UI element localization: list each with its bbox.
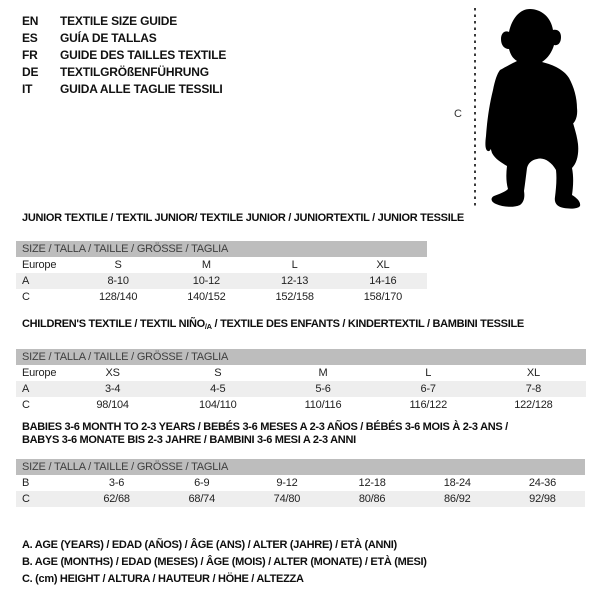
age-months-value: 6-9 — [194, 477, 210, 489]
age-months-value: 3-6 — [108, 477, 125, 489]
height-value: 158/170 — [363, 291, 403, 303]
size-header-bar: SIZE / TALLA / TAILLE / GRÖSSE / TAGLIA — [16, 241, 427, 257]
size-value: L — [425, 367, 432, 379]
table-row-age — [16, 381, 586, 397]
language-code: EN — [22, 14, 39, 28]
language-row-es — [22, 30, 226, 47]
size-header-bar: SIZE / TALLA / TAILLE / GRÖSSE / TAGLIA — [16, 349, 586, 365]
age-months-value: 18-24 — [443, 477, 471, 489]
size-header-bar: SIZE / TALLA / TAILLE / GRÖSSE / TAGLIA — [16, 459, 585, 475]
language-row-fr — [22, 47, 226, 64]
language-code: FR — [22, 48, 38, 62]
children-table-title — [16, 318, 586, 333]
age-value: 6-7 — [420, 383, 436, 395]
language-row-de — [22, 64, 226, 81]
babies-table-title-line2: BABYS 3-6 MONATE BIS 2-3 JAHRE / BAMBINI 3-6 MESI A 2-3 ANNI — [22, 434, 356, 446]
junior-table-title: JUNIOR TEXTILE / TEXTIL JUNIOR/ TEXTILE JUNIOR / JUNIORTEXTIL / JUNIOR TESSILE — [22, 212, 464, 224]
children-size-table — [16, 349, 586, 413]
height-value: 68/74 — [188, 493, 216, 505]
table-row-europe — [16, 365, 586, 381]
height-value: 74/80 — [273, 493, 301, 505]
size-value: XL — [526, 367, 540, 379]
babies-size-table — [16, 459, 585, 507]
height-value: 116/122 — [409, 399, 447, 411]
language-title: GUIDA ALLE TAGLIE TESSILI — [60, 82, 223, 96]
height-value: 152/158 — [275, 291, 314, 303]
title-subscript: /A — [204, 322, 212, 331]
footnote-height: C. (cm) HEIGHT / ALTURA / HAUTEUR / HÖHE / ALTEZZA — [22, 573, 304, 585]
row-label: Europe — [22, 367, 57, 379]
height-value: 122/128 — [514, 399, 553, 411]
height-value: 80/86 — [358, 493, 386, 505]
table-row-age — [16, 273, 427, 289]
table-row-europe — [16, 257, 427, 273]
language-title: TEXTILGRÖßENFÜHRUNG — [60, 65, 209, 79]
size-value: XL — [376, 259, 390, 271]
table-row-height — [16, 289, 427, 305]
language-title: TEXTILE SIZE GUIDE — [60, 14, 178, 28]
size-value: M — [318, 367, 328, 379]
age-months-value: 12-18 — [358, 477, 386, 489]
age-value: 4-5 — [210, 383, 226, 395]
size-value: XS — [105, 367, 120, 379]
footnote-age-years: A. AGE (YEARS) / EDAD (AÑOS) / ÂGE (ANS) / ALTER (JAHRE) / ETÀ (ANNI) — [22, 539, 397, 551]
height-value: 110/116 — [304, 399, 342, 411]
babies-textile-section — [16, 421, 585, 507]
language-code: ES — [22, 31, 38, 45]
row-label: C — [22, 399, 30, 411]
age-value: 14-16 — [369, 275, 397, 287]
toddler-silhouette-image — [480, 6, 584, 210]
row-label: B — [22, 477, 30, 489]
row-label: A — [22, 275, 30, 287]
title-text: CHILDREN'S TEXTILE / TEXTIL NIÑO — [22, 318, 205, 330]
height-value: 86/92 — [444, 493, 471, 505]
language-row-it — [22, 81, 226, 98]
size-value: M — [201, 259, 211, 271]
height-measure-label: C — [454, 108, 462, 120]
age-value: 8-10 — [107, 275, 129, 287]
junior-size-table — [16, 241, 427, 305]
language-row-en — [22, 13, 226, 30]
age-value: 3-4 — [104, 383, 121, 395]
size-value: S — [214, 367, 222, 379]
age-value: 10-12 — [192, 275, 220, 287]
age-months-value: 24-36 — [528, 477, 557, 489]
table-row-height — [16, 491, 585, 507]
row-label: C — [22, 291, 30, 303]
babies-table-title-line1: BABIES 3-6 MONTH TO 2-3 YEARS / BEBÉS 3-6 MESES A 2-3 AÑOS / BÉBÉS 3-6 MOIS À 2-3 ANS / — [22, 421, 508, 433]
height-value: 98/104 — [96, 399, 129, 411]
size-value: L — [291, 259, 298, 271]
age-months-value: 9-12 — [276, 477, 298, 489]
height-value: 104/110 — [199, 399, 237, 411]
size-value: S — [114, 259, 122, 271]
row-label: A — [22, 383, 30, 395]
height-measure-dotted-line — [474, 8, 476, 206]
row-label: C — [22, 493, 30, 505]
language-title: GUIDE DES TAILLES TEXTILE — [60, 48, 227, 62]
row-label: Europe — [22, 259, 57, 271]
height-value: 92/98 — [529, 493, 556, 505]
language-title: GUÍA DE TALLAS — [60, 31, 157, 45]
junior-textile-section — [16, 212, 464, 305]
height-value: 62/68 — [103, 493, 130, 505]
age-value: 12-13 — [281, 275, 309, 287]
footnote-age-months: B. AGE (MONTHS) / EDAD (MESES) / ÂGE (MOIS) / ALTER (MONATE) / ETÀ (MESI) — [22, 556, 427, 568]
height-value: 140/152 — [187, 291, 226, 303]
table-row-height — [16, 397, 586, 413]
height-value: 128/140 — [98, 291, 138, 303]
legend-footnotes — [22, 537, 427, 588]
children-textile-section — [16, 318, 586, 413]
language-title-list — [22, 13, 226, 98]
table-row-age-months — [16, 475, 585, 491]
title-text: / TEXTILE DES ENFANTS / KINDERTEXTIL / BAMBINI TESSILE — [211, 318, 524, 330]
language-code: IT — [22, 82, 33, 96]
language-code: DE — [22, 65, 39, 79]
age-value: 7-8 — [525, 383, 542, 395]
age-value: 5-6 — [315, 383, 331, 395]
